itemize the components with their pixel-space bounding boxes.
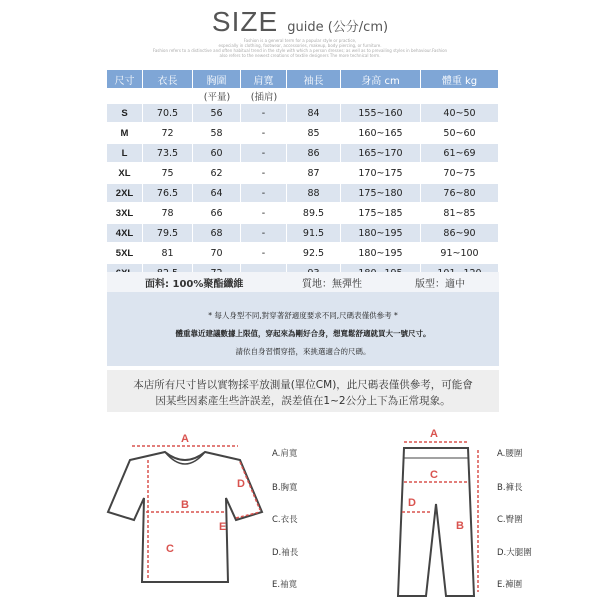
marker-b: B [456,520,464,532]
col-subheader [287,88,341,104]
table-row [107,144,499,164]
col-header: 胸圍 [193,70,241,88]
note-line: 體重靠近建議數據上限值，穿起來為剛好合身，想寬鬆舒適就買大一號尺寸。 [175,329,431,338]
shirt-legend-length: C.衣長 [272,515,298,525]
value-cell: - [241,244,287,264]
value-cell: 70 [193,244,241,264]
value-cell: 91~100 [421,244,499,264]
value-cell: 175~185 [341,204,421,224]
value-cell: - [241,224,287,244]
size-cell: 5XL [107,244,143,264]
note-line: * 每人身型不同,對穿著舒適度要求不同,尺碼表僅供參考 * [208,311,398,320]
size-cell: L [107,144,143,164]
value-cell: 155~160 [341,104,421,124]
value-cell: 84 [287,104,341,124]
pants-legend-hem: E.褲圍 [497,580,523,590]
value-cell: 91.5 [287,224,341,244]
marker-c: C [166,543,174,555]
blurb-line: also refers to the newest creations of textile designers The more technical term. [219,53,381,58]
value-cell: 70~75 [421,164,499,184]
value-cell: 79.5 [143,224,193,244]
value-cell: 88 [287,184,341,204]
table-row [107,224,499,244]
size-cell: 2XL [107,184,143,204]
value-cell: 58 [193,124,241,144]
blurb-line: Fashion is a general term for a popular style or practice, [243,38,357,43]
value-cell: 175~180 [341,184,421,204]
value-cell: 85 [287,124,341,144]
note-line: 請依自身習慣穿搭，來挑選適合的尺碼。 [235,347,371,356]
title-guide: guide (公分/cm) [287,20,389,35]
value-cell: 56 [193,104,241,124]
col-header: 身高 cm [341,70,421,88]
marker-c: C [430,469,438,481]
value-cell: 76.5 [143,184,193,204]
value-cell: - [241,184,287,204]
value-cell: 160~165 [341,124,421,144]
col-header: 尺寸 [107,70,143,88]
table-row [107,244,499,264]
value-cell: - [241,124,287,144]
value-cell: 87 [287,164,341,184]
value-cell: - [241,104,287,124]
col-header: 衣長 [143,70,193,88]
marker-d: D [408,497,416,509]
col-subheader [107,88,143,104]
value-cell: - [241,144,287,164]
value-cell: 86~90 [421,224,499,244]
col-header: 體重 kg [421,70,499,88]
value-cell: 73.5 [143,144,193,164]
value-cell: 81~85 [421,204,499,224]
shirt-legend-chest: B.胸寬 [272,483,298,493]
blurb-line: especially in clothing, footwear, accessories, makeup, body piercing, or furniture. [218,43,382,48]
value-cell: 165~170 [341,144,421,164]
value-cell: 76~80 [421,184,499,204]
col-subheader [421,88,499,104]
value-cell: 81 [143,244,193,264]
value-cell: 68 [193,224,241,244]
fabric-text: 面料: 100%聚酯纖維 [145,278,244,290]
table-header-row [107,70,499,88]
disclaimer-line: 本店所有尺寸皆以實物採平放測量(單位CM)，此尺碼表僅供參考，可能會 [133,379,473,391]
fit-text: 版型：適中 [415,278,465,290]
value-cell: 75 [143,164,193,184]
value-cell: 170~175 [341,164,421,184]
value-cell: 92.5 [287,244,341,264]
value-cell: 70.5 [143,104,193,124]
elasticity-text: 質地：無彈性 [302,278,362,290]
pants-legend-thigh: D.大腿圍 [497,548,532,558]
table-row [107,184,499,204]
blurb-line: Fashion refers to a distinctive and often habitual trend in the style with which a person dresses; as well as to prevailing styles in behaviour.Fashion [152,48,448,53]
notes-box [107,296,499,366]
value-cell: 78 [143,204,193,224]
value-cell: - [241,164,287,184]
tshirt-illustration [108,446,262,582]
col-subheader [341,88,421,104]
value-cell: 86 [287,144,341,164]
material-row [107,272,499,292]
size-cell: M [107,124,143,144]
value-cell: 180~195 [341,244,421,264]
pants-legend-length: B.褲長 [497,483,523,493]
table-row [107,124,499,144]
table-subheader-row [107,88,499,104]
shirt-legend-shoulder: A.肩寬 [272,449,298,459]
table-row [107,164,499,184]
value-cell: 64 [193,184,241,204]
fashion-blurb [140,38,460,58]
col-subheader [143,88,193,104]
table-row [107,104,499,124]
table-body [107,104,499,284]
marker-e: E [219,521,227,533]
value-cell: 180~195 [341,224,421,244]
value-cell: 40~50 [421,104,499,124]
marker-a: A [430,428,438,440]
page-title [0,6,600,38]
value-cell: 60 [193,144,241,164]
marker-d: D [237,478,245,490]
value-cell: 66 [193,204,241,224]
size-cell: 4XL [107,224,143,244]
size-cell: XL [107,164,143,184]
col-subheader: (平量) [193,88,241,104]
title-main: SIZE [211,6,279,37]
value-cell: - [241,204,287,224]
size-cell: S [107,104,143,124]
size-cell: 3XL [107,204,143,224]
shirt-legend-sleeve-width: E.袖寬 [272,580,298,590]
value-cell: 61~69 [421,144,499,164]
col-subheader: (插肩) [241,88,287,104]
shirt-legend-sleeve-length: D.袖長 [272,548,299,558]
col-header: 袖長 [287,70,341,88]
value-cell: 72 [143,124,193,144]
value-cell: 50~60 [421,124,499,144]
pants-legend-waist: A.腰圍 [497,449,523,459]
disclaimer-line: 因某些因素產生些許誤差，誤差值在1~2公分上下為正常現象。 [155,395,451,407]
pants-illustration [398,442,478,596]
marker-a: A [181,433,189,445]
value-cell: 62 [193,164,241,184]
marker-b: B [181,499,189,511]
table-row [107,204,499,224]
col-header: 肩寬 [241,70,287,88]
disclaimer-box [107,370,499,412]
pants-legend-hip: C.臀圍 [497,515,523,525]
size-table [107,70,499,302]
value-cell: 89.5 [287,204,341,224]
